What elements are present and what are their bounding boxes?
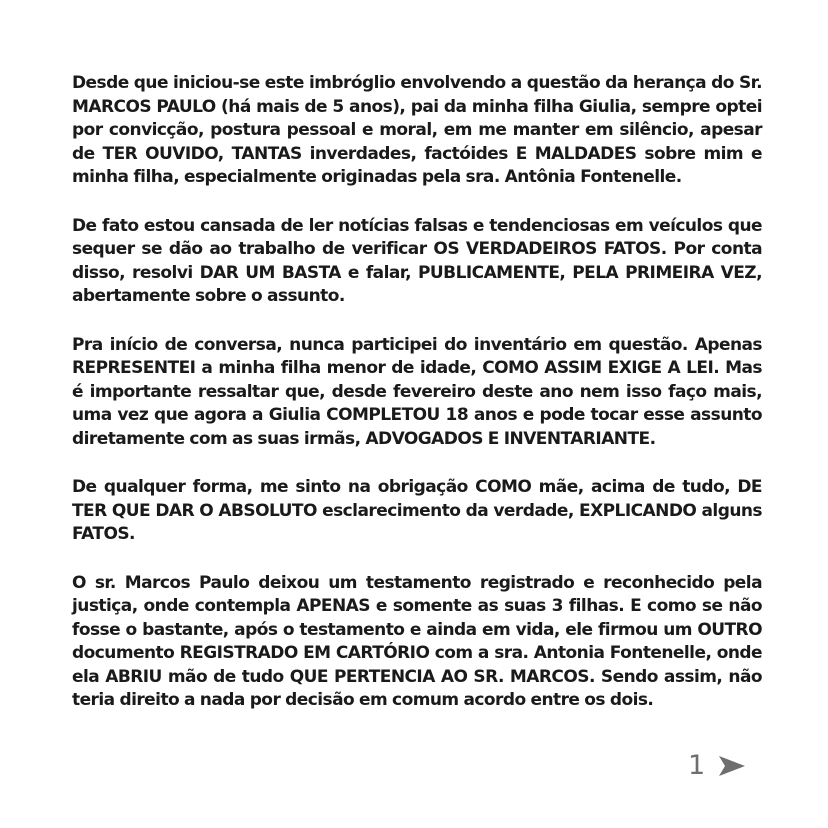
paragraph: Desde que iniciou-se este imbróglio envolvendo a questão da herança do Sr. MARCOS PAULO (há mais de 5 anos), pai da minha filha Giulia, sempre optei por convicção, postura pessoal e moral, em me manter em silêncio, apesar de TER OUVIDO, TANTAS inverdades, factóides E MALDADES sobre mim e minha filha, especialmente originadas pela sra. Antônia Fontenelle. [72, 73, 762, 187]
statement-text [72, 72, 762, 738]
paragraph: De qualquer forma, me sinto na obrigação COMO mãe, acima de tudo, DE TER QUE DAR O ABSOLUTO esclarecimento da verdade, EXPLICANDO alguns FATOS. [72, 477, 762, 544]
paragraph: Pra início de conversa, nunca participei do inventário em questão. Apenas REPRESENTEI a minha filha menor de idade, COMO ASSIM EXIGE A LEI. Mas é importante ressaltar que, desde fevereiro deste ano nem isso faço mais, uma vez que agora a Giulia COMPLETOU 18 anos e pode tocar esse assunto diretamente com as suas irmãs, ADVOGADOS E INVENTARIANTE. [72, 334, 762, 449]
page-number: 1 [688, 750, 706, 781]
paragraph: O sr. Marcos Paulo deixou um testamento registrado e reconhecido pela justiça, onde contempla APENAS e somente as suas 3 filhas. E como se não fosse o bastante, após o testamento e ainda em vida, ele firmou um OUTRO documento REGISTRADO EM CARTÓRIO com a sra. Antonia Fontenelle, onde ela ABRIU mão de tudo QUE PERTENCIA AO SR. MARCOS. Sendo assim, não teria direito a nada por decisão em comum acordo entre os dois. [72, 572, 762, 710]
pager [688, 752, 747, 779]
arrow-right-icon[interactable] [717, 754, 747, 778]
paragraph: De fato estou cansada de ler notícias falsas e tendenciosas em veículos que sequer se dão ao trabalho de verificar OS VERDADEIROS FATOS. Por conta disso, resolvi DAR UM BASTA e falar, PUBLICAMENTE, PELA PRIMEIRA VEZ, abertamente sobre o assunto. [72, 215, 762, 306]
